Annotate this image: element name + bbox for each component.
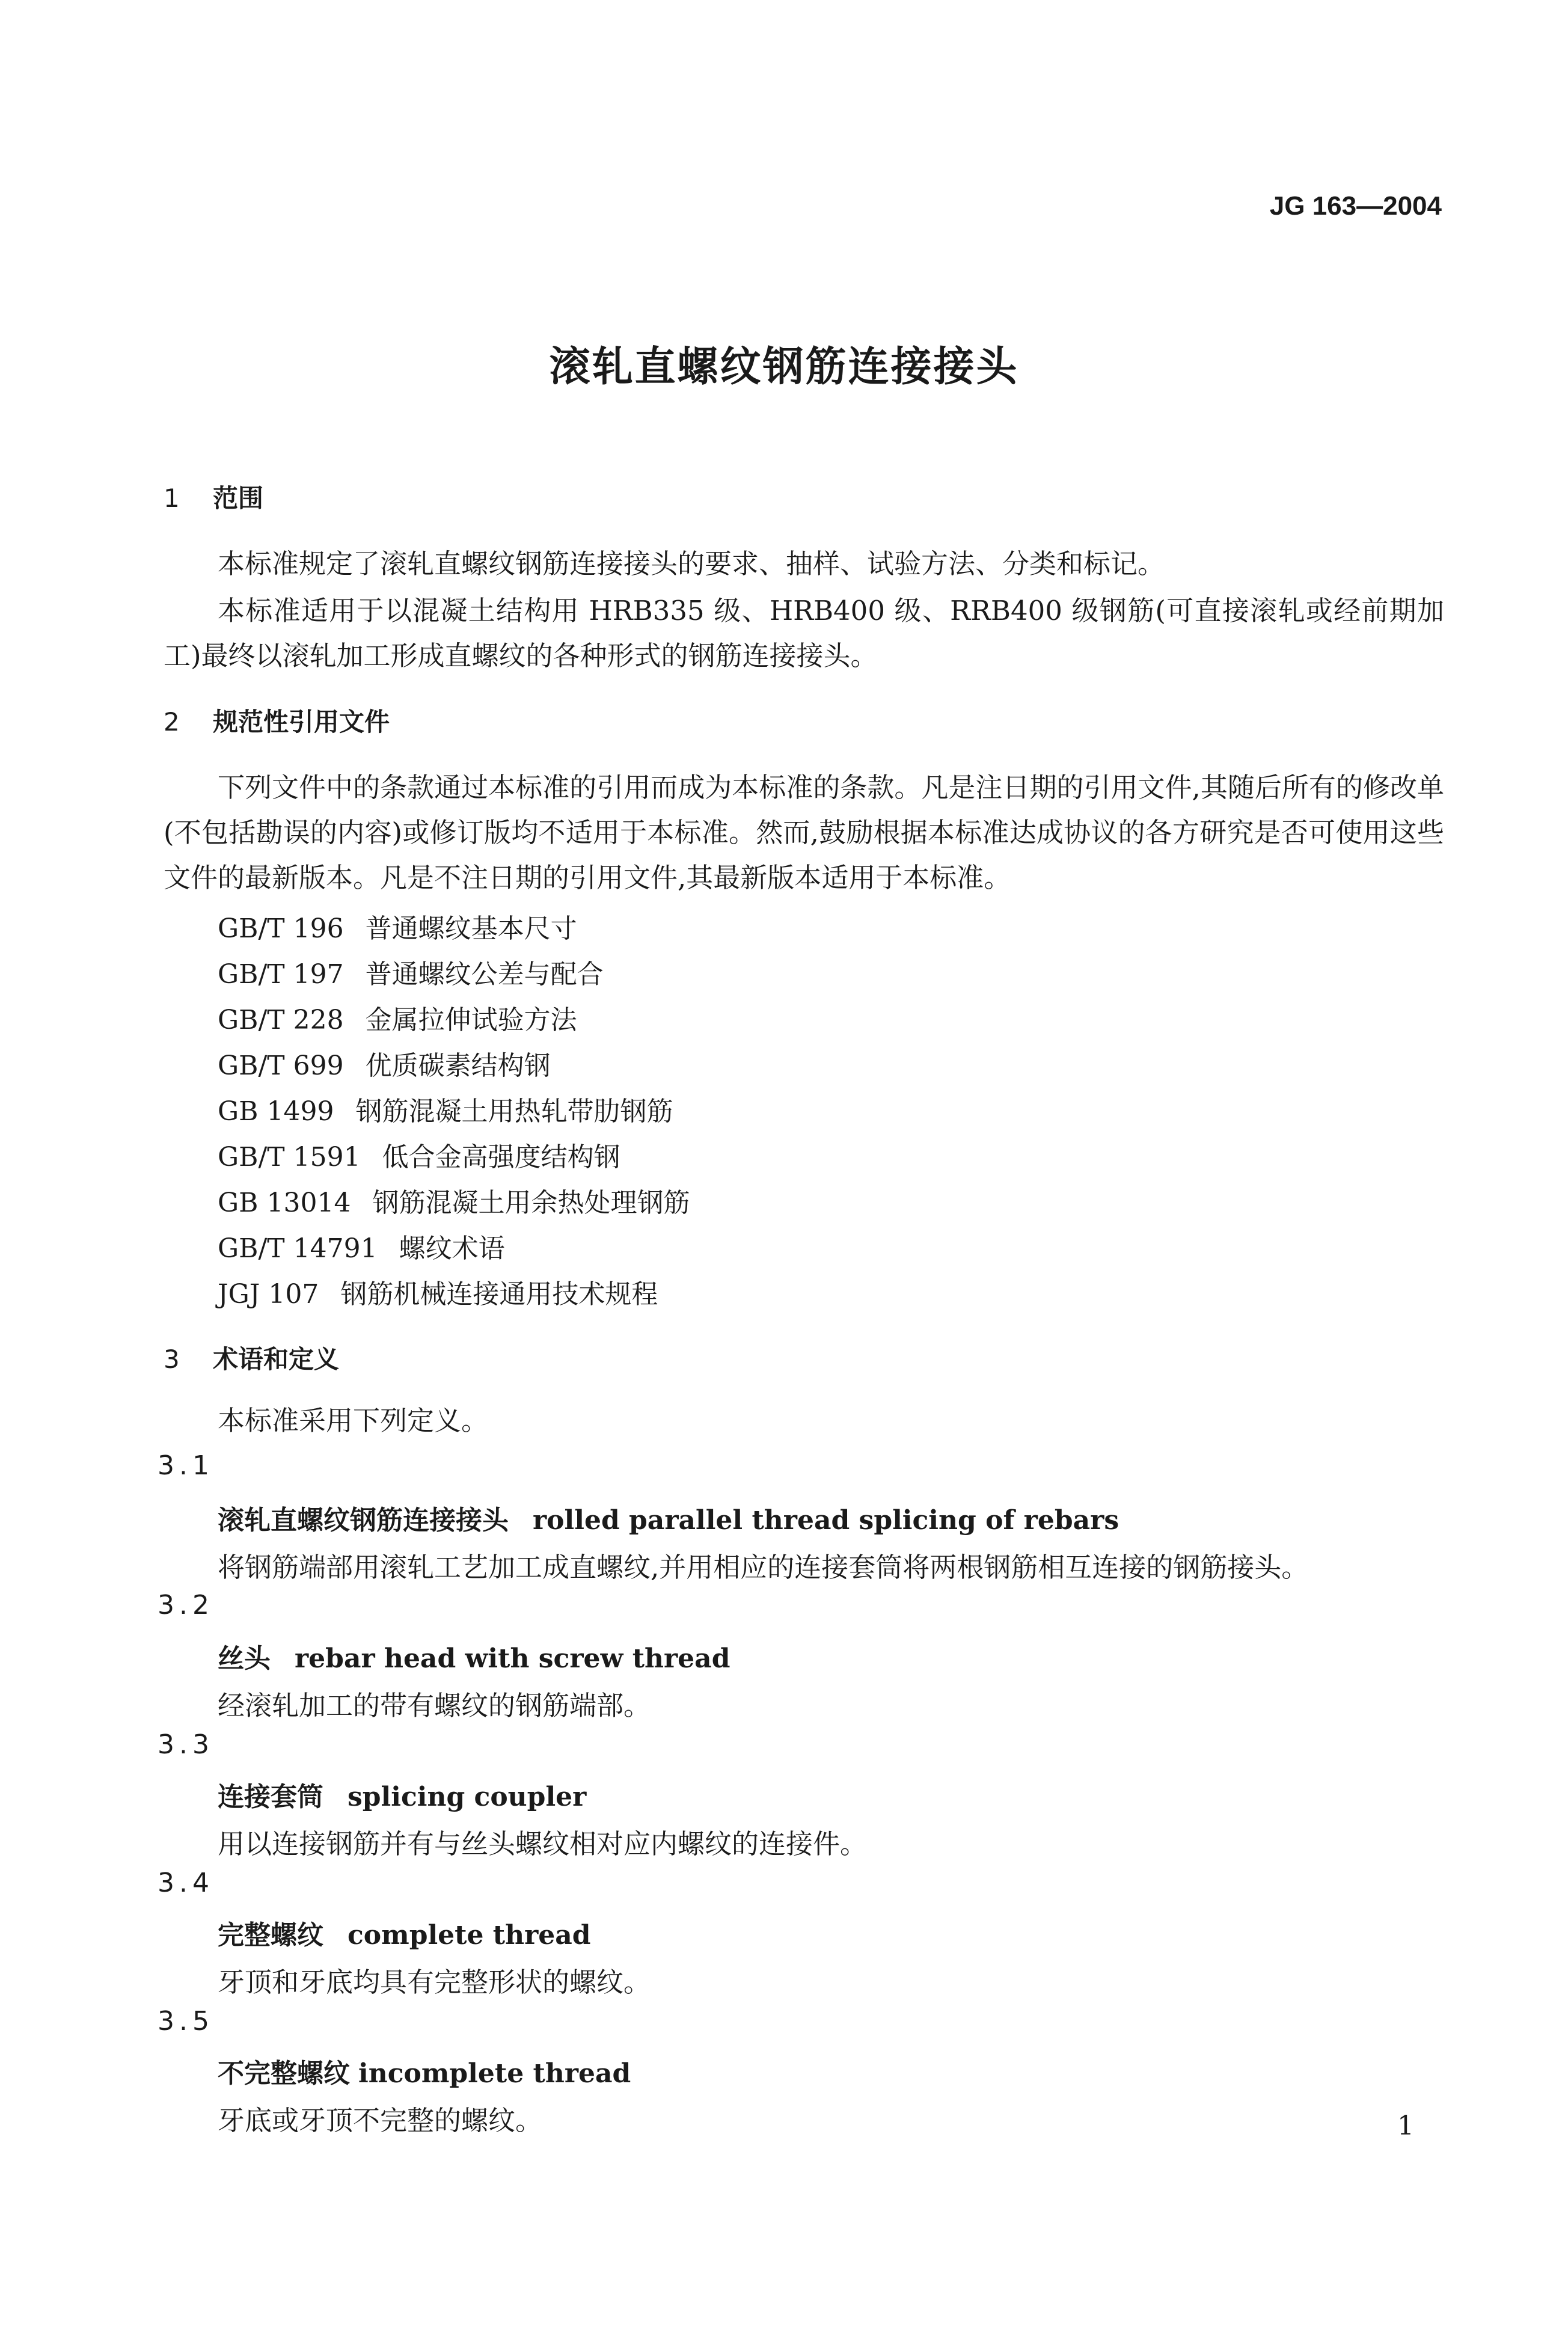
term-definition: 牙底或牙顶不完整的螺纹。	[218, 2105, 543, 2136]
reference-item	[218, 1135, 620, 1174]
standard-code: JG 163—2004	[1269, 191, 1442, 221]
section-number: 3	[164, 1344, 180, 1374]
term-english: incomplete thread	[358, 2058, 631, 2089]
reference-item	[218, 1181, 690, 1219]
reference-code: GB/T 228	[218, 1005, 344, 1035]
term-chinese: 不完整螺纹	[218, 2058, 350, 2089]
reference-item	[218, 1272, 658, 1311]
reference-title: 优质碳素结构钢	[365, 1050, 551, 1081]
term-entry	[218, 2052, 631, 2090]
reference-item	[218, 1227, 505, 1265]
section-title: 范围	[213, 483, 264, 513]
reference-code: GB 1499	[218, 1096, 334, 1127]
paragraph-scope-2: 本标准适用于以混凝土结构用 HRB335 级、HRB400 级、RRB400 级钢筋(可直接滚轧或经前期加工)最终以滚轧加工形成直螺纹的各种形式的钢筋连接接头。	[164, 595, 1444, 672]
page-title: 滚轧直螺纹钢筋连接接头	[549, 343, 1019, 391]
term-entry	[218, 1637, 730, 1675]
page-number: 1	[1397, 2111, 1414, 2141]
paragraph-terms-intro: 本标准采用下列定义。	[218, 1405, 489, 1436]
term-chinese: 丝头	[218, 1643, 271, 1674]
term-entry	[218, 1498, 1119, 1537]
reference-title: 钢筋混凝土用余热处理钢筋	[372, 1188, 690, 1218]
section-number: 2	[164, 707, 180, 737]
clause-number: 3.5	[158, 2006, 214, 2037]
reference-title: 金属拉伸试验方法	[365, 1005, 577, 1035]
paragraph-scope-1: 本标准规定了滚轧直螺纹钢筋连接接头的要求、抽样、试验方法、分类和标记。	[218, 548, 1165, 580]
reference-title: 钢筋机械连接通用技术规程	[340, 1279, 658, 1310]
term-entry	[218, 1775, 586, 1813]
clause-number: 3.1	[158, 1450, 214, 1481]
reference-code: GB 13014	[218, 1188, 351, 1218]
reference-item	[218, 998, 577, 1037]
reference-code: GB/T 197	[218, 959, 344, 990]
reference-item	[218, 907, 577, 945]
reference-item	[218, 952, 604, 991]
section-heading-scope	[164, 479, 263, 515]
reference-code: GB/T 699	[218, 1050, 344, 1081]
term-definition: 牙顶和牙底均具有完整形状的螺纹。	[218, 1966, 651, 1998]
reference-code: GB/T 196	[218, 913, 344, 944]
reference-code: JGJ 107	[218, 1279, 319, 1310]
term-definition: 将钢筋端部用滚轧工艺加工成直螺纹,并用相应的连接套筒将两根钢筋相互连接的钢筋接头。	[218, 1551, 1309, 1583]
reference-code: GB/T 1591	[218, 1142, 361, 1173]
section-heading-terms	[164, 1340, 339, 1376]
reference-title: 钢筋混凝土用热轧带肋钢筋	[355, 1096, 673, 1127]
reference-code: GB/T 14791	[218, 1233, 378, 1264]
term-english: rolled parallel thread splicing of rebars	[533, 1505, 1119, 1536]
term-chinese: 滚轧直螺纹钢筋连接接头	[218, 1505, 509, 1536]
clause-number: 3.2	[158, 1590, 214, 1620]
term-definition: 用以连接钢筋并有与丝头螺纹相对应内螺纹的连接件。	[218, 1828, 868, 1860]
section-title: 规范性引用文件	[213, 707, 390, 737]
section-title: 术语和定义	[213, 1344, 340, 1374]
section-number: 1	[164, 483, 180, 513]
term-entry	[218, 1913, 591, 1952]
reference-title: 普通螺纹基本尺寸	[365, 913, 577, 944]
clause-number: 3.4	[158, 1868, 214, 1898]
term-chinese: 连接套筒	[218, 1782, 323, 1812]
term-definition: 经滚轧加工的带有螺纹的钢筋端部。	[218, 1690, 651, 1721]
term-english: rebar head with screw thread	[295, 1643, 730, 1674]
reference-title: 低合金高强度结构钢	[382, 1142, 620, 1173]
reference-title: 螺纹术语	[399, 1233, 505, 1264]
section-heading-references	[164, 702, 390, 738]
clause-number: 3.3	[158, 1729, 214, 1760]
paragraph-references-intro: 下列文件中的条款通过本标准的引用而成为本标准的条款。凡是注日期的引用文件,其随后所有的修改单(不包括勘误的内容)或修订版均不适用于本标准。然而,鼓励根据本标准达成协议的各方研究是否可使用这些文件的最新版本。凡是不注日期的引用文件,其最新版本适用于本标准。	[164, 771, 1444, 894]
term-english: splicing coupler	[348, 1782, 587, 1812]
term-english: complete thread	[348, 1920, 591, 1951]
reference-title: 普通螺纹公差与配合	[365, 959, 604, 990]
term-chinese: 完整螺纹	[218, 1920, 323, 1951]
reference-item	[218, 1090, 673, 1128]
reference-item	[218, 1044, 551, 1082]
